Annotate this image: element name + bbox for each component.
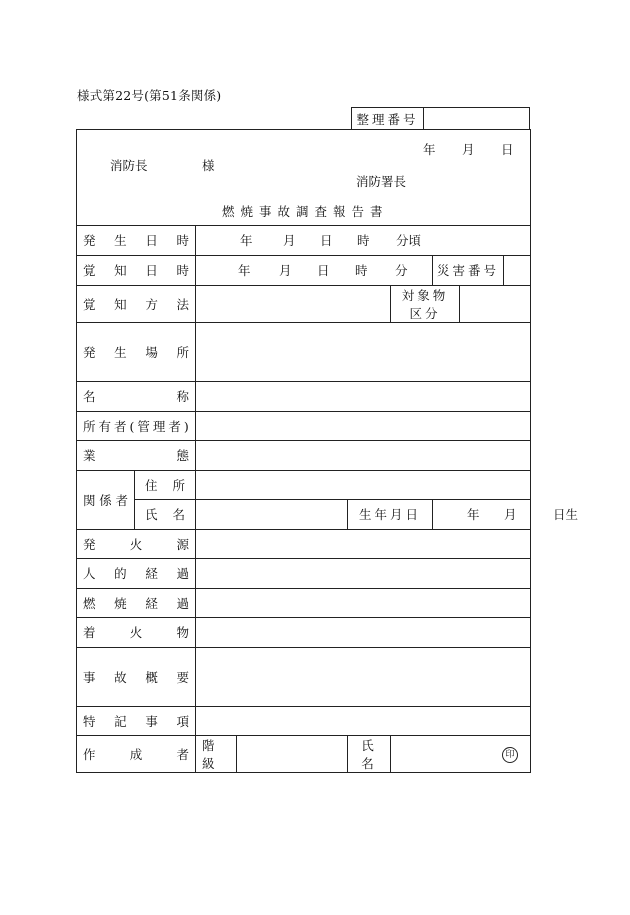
combustion-process-label-text: 燃 焼 経 過	[83, 595, 189, 611]
occurrence-hour: 時	[357, 233, 370, 249]
birth-month: 月	[504, 507, 517, 523]
location-field[interactable]	[196, 323, 531, 382]
detection-method-label	[77, 286, 196, 323]
related-name-field[interactable]	[196, 500, 348, 530]
birth-year: 年	[467, 507, 480, 523]
related-address-label-text: 住 所	[145, 477, 185, 493]
ignition-source-label-text: 発 火 源	[83, 536, 189, 552]
occurrence-year: 年	[240, 233, 253, 249]
name-field[interactable]	[196, 382, 531, 412]
related-address-field[interactable]	[196, 470, 531, 500]
combustion-process-label	[77, 588, 196, 618]
author-label-text: 作 成 者	[83, 747, 189, 762]
detection-minute: 分	[395, 263, 408, 279]
header-sender: 消防署長	[356, 174, 407, 189]
occurrence-day: 日	[320, 233, 333, 249]
business-label	[77, 441, 196, 471]
object-class-label: 対象物区分	[391, 286, 460, 323]
business-label-text: 業 態	[83, 448, 189, 464]
author-rank-label: 階級	[196, 736, 237, 773]
location-label-text: 発 生 場 所	[83, 345, 189, 360]
occurrence-datetime-label	[77, 226, 196, 256]
owner-field[interactable]	[196, 411, 531, 441]
human-process-label-text: 人 的 経 過	[83, 566, 189, 582]
human-process-field[interactable]	[196, 559, 531, 589]
seal-icon: 印	[502, 747, 518, 763]
author-rank-field[interactable]	[237, 736, 348, 773]
ignited-material-label-text: 着 火 物	[83, 625, 189, 641]
special-notes-label-text: 特 記 事 項	[83, 713, 189, 729]
occurrence-minute: 分頃	[396, 233, 422, 249]
related-person-label-text: 関 係 者	[83, 492, 128, 508]
header-honorific: 様	[202, 158, 215, 173]
disaster-number-label: 災害番号	[433, 256, 504, 286]
related-name-label	[135, 500, 196, 530]
birth-day: 日生	[553, 507, 579, 523]
special-notes-field[interactable]	[196, 706, 531, 736]
detection-method-label-text: 覚 知 方 法	[83, 297, 189, 312]
detection-method-field[interactable]	[196, 286, 391, 323]
author-name-label: 氏名	[348, 736, 391, 773]
owner-label-text: 所有者(管理者)	[83, 418, 192, 434]
ignition-source-label	[77, 529, 196, 559]
ignited-material-label	[77, 618, 196, 648]
header-day: 日	[501, 142, 514, 157]
report-header	[77, 130, 531, 226]
ignition-source-field[interactable]	[196, 529, 531, 559]
report-title: 燃焼事故調査報告書	[222, 204, 389, 219]
detection-datetime-label-text: 覚 知 日 時	[83, 263, 189, 279]
report-form-table	[76, 129, 579, 773]
combustion-process-field[interactable]	[196, 588, 531, 618]
name-label	[77, 382, 196, 412]
special-notes-label	[77, 706, 196, 736]
location-label	[77, 323, 196, 382]
related-person-label	[77, 470, 135, 529]
related-name-label-text: 氏 名	[145, 507, 185, 523]
header-year: 年	[423, 142, 436, 157]
author-label	[77, 736, 196, 773]
business-field[interactable]	[196, 441, 531, 471]
birth-date-label: 生年月日	[348, 500, 433, 530]
seiri-bango-field[interactable]	[424, 108, 530, 130]
author-name-field[interactable]	[391, 736, 531, 773]
disaster-number-field[interactable]	[504, 256, 530, 286]
occurrence-month: 月	[283, 233, 296, 249]
ignited-material-field[interactable]	[196, 618, 531, 648]
form-number-label: 様式第22号(第51条関係)	[77, 88, 222, 103]
related-address-label	[135, 470, 196, 500]
detection-month: 月	[279, 263, 292, 279]
birth-date-field[interactable]	[433, 500, 579, 530]
disaster-number-cell	[433, 255, 531, 286]
name-label-text: 名 称	[83, 389, 189, 405]
accident-summary-field[interactable]	[196, 647, 531, 706]
owner-label	[77, 411, 196, 441]
seiri-bango-box	[351, 107, 530, 130]
header-addressee: 消防長	[110, 158, 148, 173]
human-process-label	[77, 559, 196, 589]
occurrence-datetime-label-text: 発 生 日 時	[83, 233, 189, 249]
header-month: 月	[462, 142, 475, 157]
detection-datetime-field[interactable]	[196, 255, 433, 286]
detection-hour: 時	[355, 263, 368, 279]
detection-day: 日	[317, 263, 330, 279]
object-class-field[interactable]	[460, 286, 531, 323]
detection-year: 年	[238, 263, 251, 279]
occurrence-datetime-field[interactable]	[196, 226, 531, 256]
accident-summary-label-text: 事 故 概 要	[83, 669, 189, 685]
detection-datetime-label	[77, 255, 196, 286]
seiri-bango-label: 整理番号	[352, 108, 424, 130]
accident-summary-label	[77, 647, 196, 706]
